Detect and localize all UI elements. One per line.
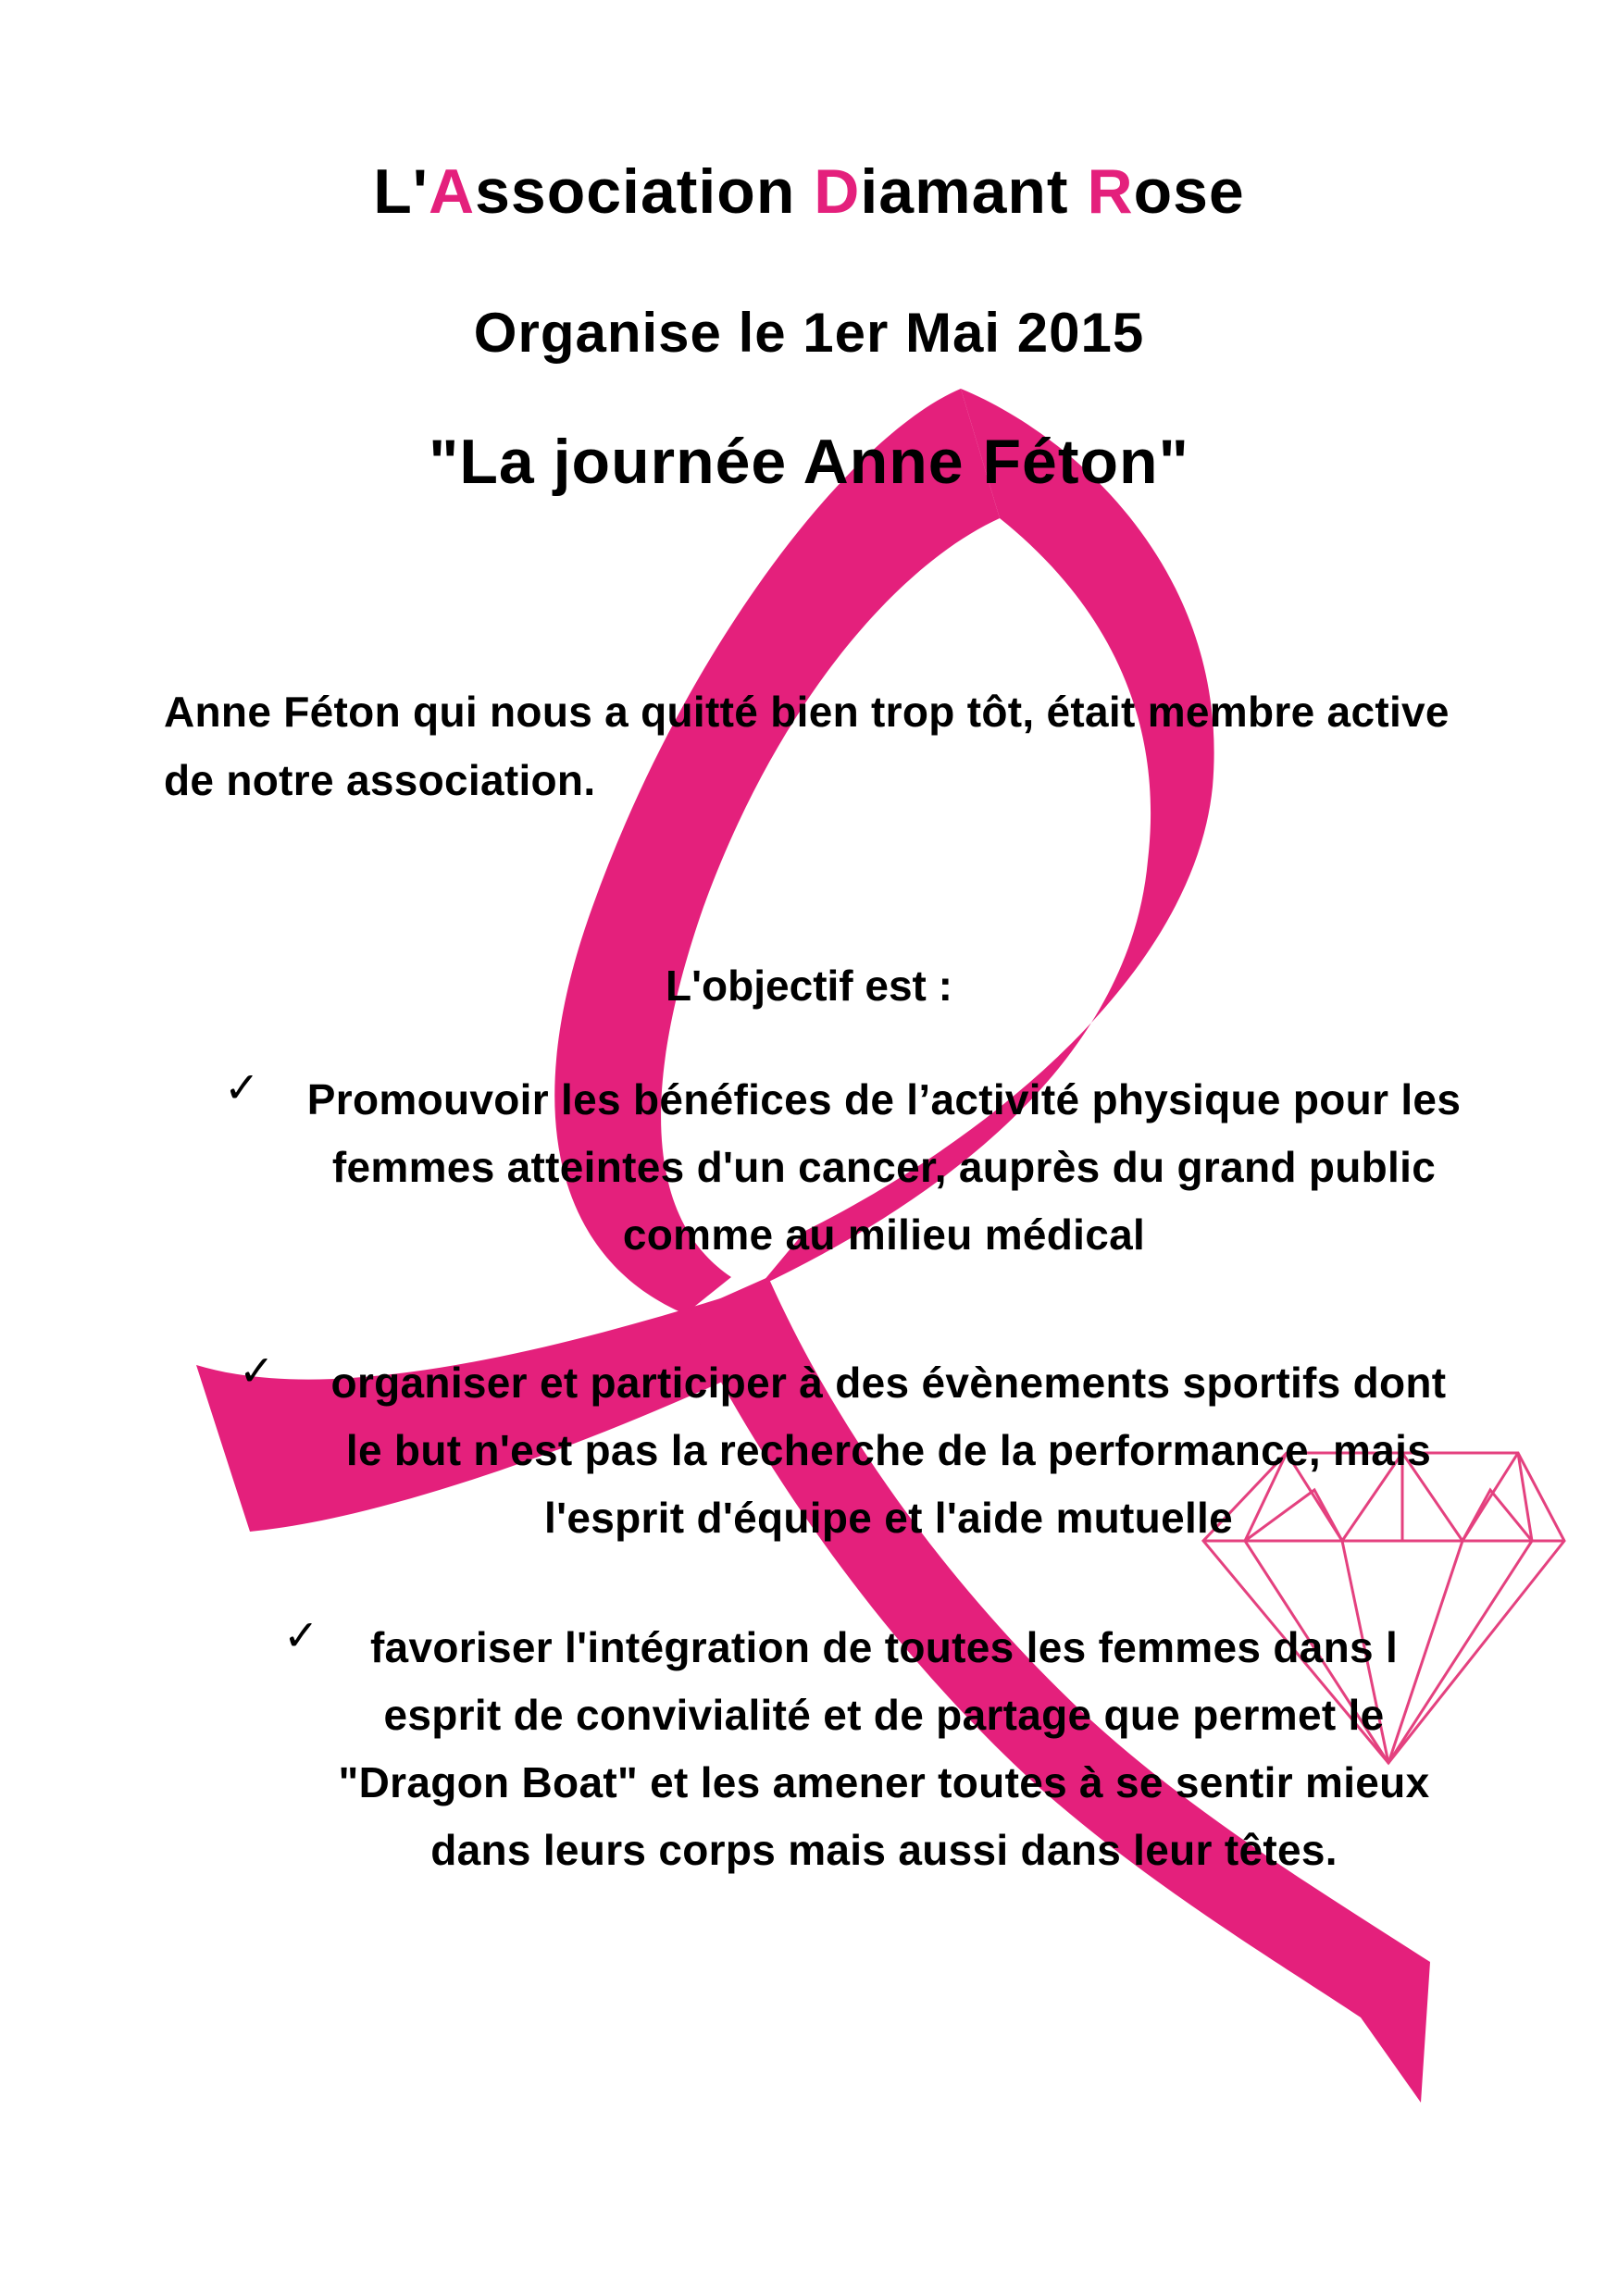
title-accent-letter: A bbox=[428, 156, 476, 227]
intro-paragraph bbox=[164, 677, 1460, 814]
objective-line: esprit de convivialité et de partage que permet le bbox=[383, 1691, 1385, 1739]
title-text: L' bbox=[373, 156, 429, 227]
check-mark-icon: ✓ bbox=[283, 1610, 319, 1660]
title-text: ssociation bbox=[475, 156, 815, 227]
check-mark-icon: ✓ bbox=[224, 1062, 260, 1112]
objective-text bbox=[305, 1349, 1472, 1552]
objective-text bbox=[305, 1614, 1462, 1884]
check-mark-icon: ✓ bbox=[239, 1346, 275, 1396]
objective-line: le but n'est pas la recherche de la performance, mais bbox=[345, 1426, 1432, 1474]
objective-line: "Dragon Boat" et les amener toutes à se sentir mieux bbox=[338, 1758, 1430, 1806]
objective-text bbox=[296, 1066, 1472, 1269]
objectives-heading: L'objectif est : bbox=[666, 962, 952, 1010]
title-text: ose bbox=[1133, 156, 1245, 227]
objective-line: Promouvoir les bénéfices de l’activité physique pour les bbox=[306, 1075, 1462, 1123]
title-text: iamant bbox=[860, 156, 1088, 227]
title-accent-letter: R bbox=[1087, 156, 1134, 227]
association-title bbox=[0, 155, 1618, 228]
objective-line: comme au milieu médical bbox=[622, 1210, 1146, 1259]
objective-line: l'esprit d'équipe et l'aide mutuelle bbox=[544, 1494, 1233, 1542]
objective-line: femmes atteintes d'un cancer, auprès du grand public bbox=[331, 1143, 1437, 1191]
objective-line: favoriser l'intégration de toutes les femmes dans l bbox=[369, 1623, 1399, 1671]
intro-line: Anne Féton qui nous a quitté bien trop tôt, était membre active bbox=[164, 688, 1450, 736]
objective-line: dans leurs corps mais aussi dans leur têtes. bbox=[430, 1826, 1338, 1874]
intro-line: de notre association. bbox=[164, 756, 596, 804]
objective-line: organiser et participer à des évènements sportifs dont bbox=[330, 1359, 1447, 1407]
event-date-subtitle: Organise le 1er Mai 2015 bbox=[473, 302, 1145, 364]
event-name: "La journée Anne Féton" bbox=[429, 427, 1189, 497]
title-accent-letter: D bbox=[814, 156, 861, 227]
